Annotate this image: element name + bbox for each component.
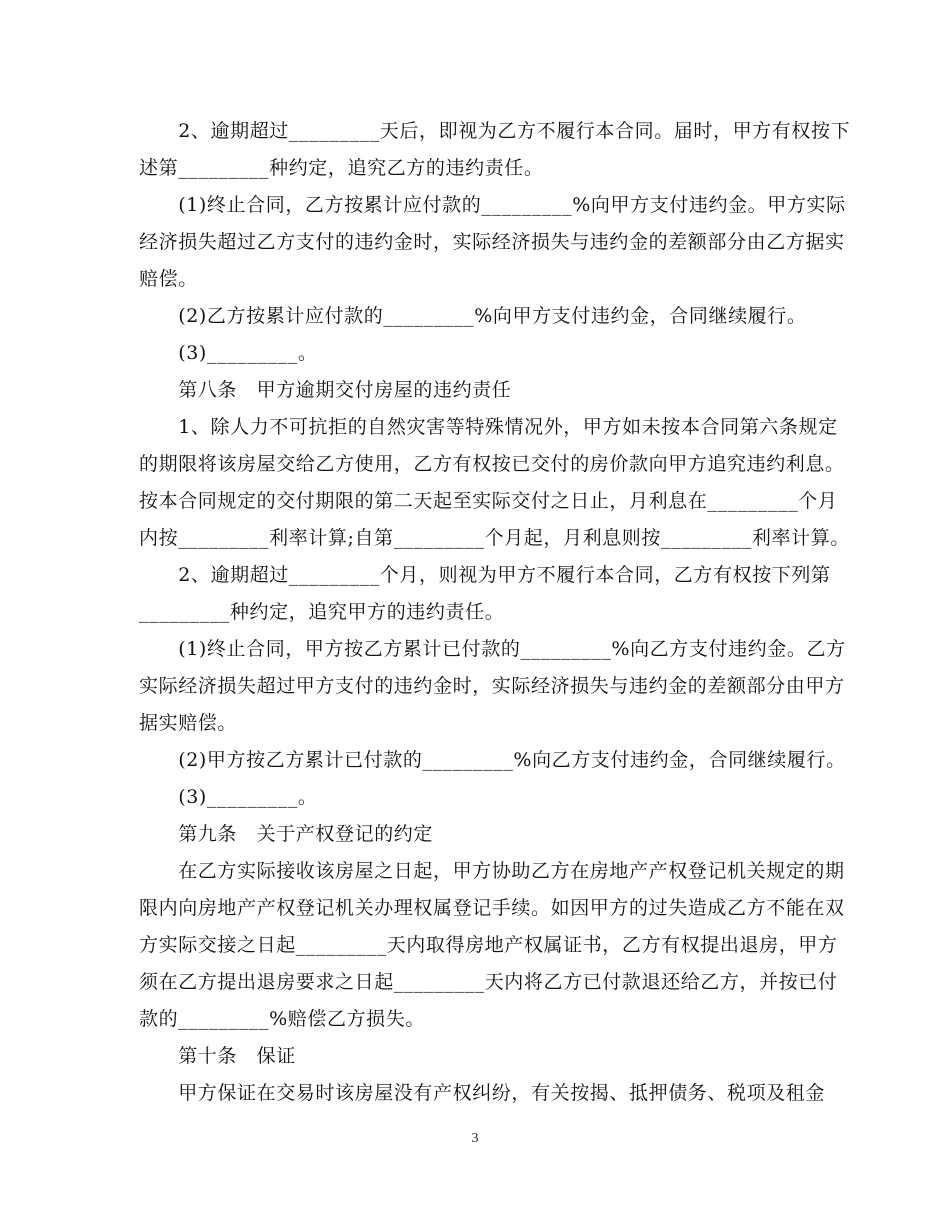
text-line: 据实赔偿。 <box>139 712 238 734</box>
text-line: (2)乙方按累计应付款的_________%向甲方支付违约金，合同继续履行。 <box>139 305 807 327</box>
text-line: 按本合同规定的交付期限的第二天起至实际交付之日止，月利息在_________个月 <box>139 490 838 512</box>
section-heading-article-9: 第九条 关于产权登记的约定 <box>139 823 434 845</box>
text-line: (3)_________。 <box>139 786 318 808</box>
text-line: 述第_________种约定，追究乙方的违约责任。 <box>139 157 544 179</box>
text-line: 经济损失超过乙方支付的违约金时，实际经济损失与违约金的差额部分由乙方据实 <box>139 231 845 253</box>
text-line: 赔偿。 <box>139 268 198 290</box>
text-line: (3)_________。 <box>139 342 318 364</box>
text-line: (1)终止合同，甲方按乙方累计已付款的_________%向乙方支付违约金。乙方 <box>139 638 846 660</box>
text-line: 甲方保证在交易时该房屋没有产权纠纷，有关按揭、抵押债务、税项及租金 <box>139 1082 826 1104</box>
document-body <box>139 113 851 1112</box>
text-line: 2、逾期超过_________天后，即视为乙方不履行本合同。届时，甲方有权按下 <box>139 120 851 142</box>
text-line: 在乙方实际接收该房屋之日起，甲方协助乙方在房地产产权登记机关规定的期 <box>139 860 845 882</box>
text-line: (2)甲方按乙方累计已付款的_________%向乙方支付违约金，合同继续履行。 <box>139 749 846 771</box>
text-line: _________种约定，追究甲方的违约责任。 <box>139 601 505 623</box>
text-line: 2、逾期超过_________个月，则视为甲方不履行本合同，乙方有权按下列第 <box>139 564 831 586</box>
section-heading-article-10: 第十条 保证 <box>139 1045 296 1067</box>
section-heading-article-8: 第八条 甲方逾期交付房屋的违约责任 <box>139 379 512 401</box>
text-line: 方实际交接之日起_________天内取得房地产权属证书，乙方有权提出退房，甲方 <box>139 934 838 956</box>
text-line: 须在乙方提出退房要求之日起_________天内将乙方已付款退还给乙方，并按已付 <box>139 971 838 993</box>
text-line: 款的_________%赔偿乙方损失。 <box>139 1008 425 1030</box>
text-line: 内按_________利率计算;自第_________个月起，月利息则按_________利率计算。 <box>139 527 850 549</box>
text-line: 限内向房地产产权登记机关办理权属登记手续。如因甲方的过失造成乙方不能在双 <box>139 897 845 919</box>
page-number: 3 <box>471 1131 479 1146</box>
text-line: 的期限将该房屋交给乙方使用，乙方有权按已交付的房价款向甲方追究违约利息。 <box>139 453 845 475</box>
text-line: 1、除人力不可抗拒的自然灾害等特殊情况外，甲方如未按本合同第六条规定 <box>139 416 838 438</box>
text-line: 实际经济损失超过甲方支付的违约金时，实际经济损失与违约金的差额部分由甲方 <box>139 675 845 697</box>
text-line: (1)终止合同，乙方按累计应付款的_________%向甲方支付违约金。甲方实际 <box>139 194 846 216</box>
